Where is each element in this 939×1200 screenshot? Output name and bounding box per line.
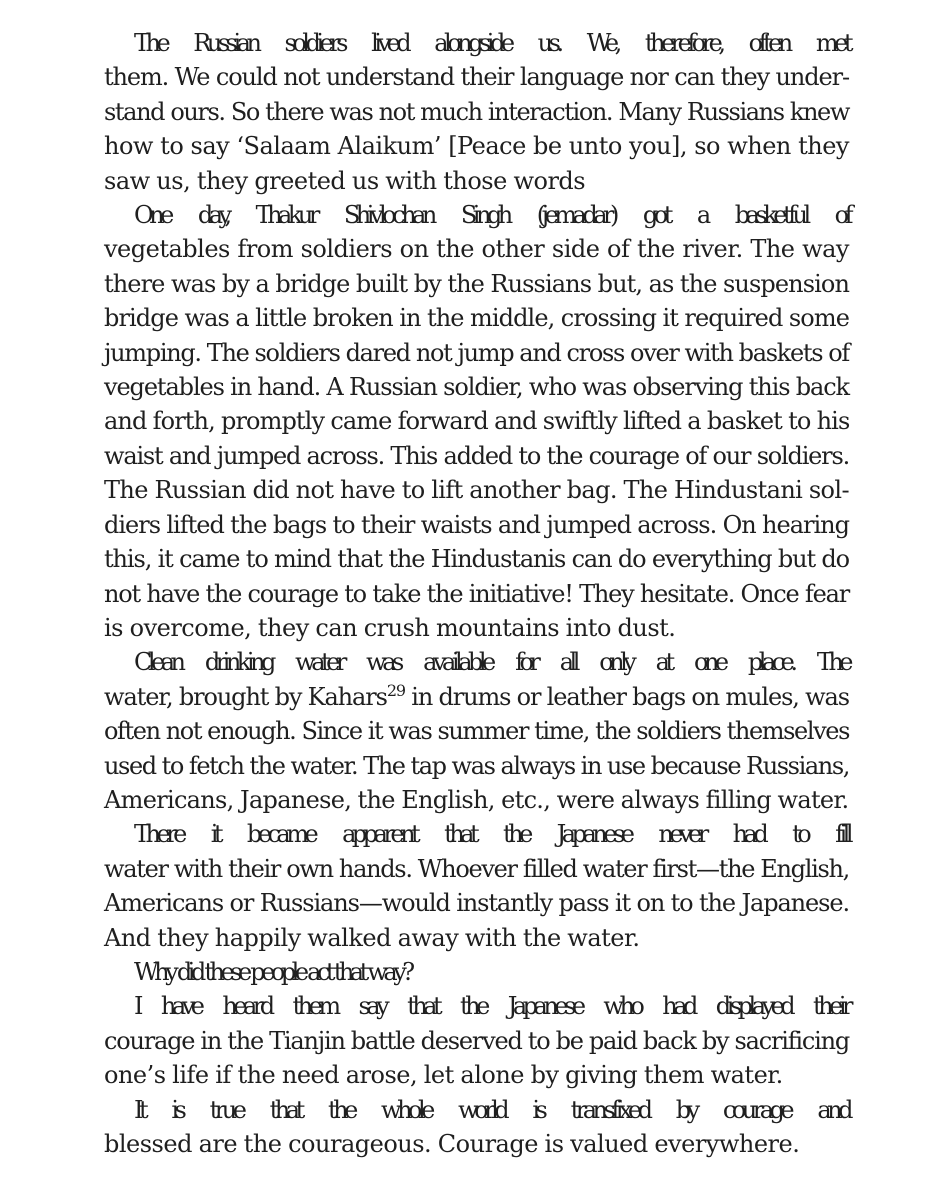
book-page bbox=[74, 26, 849, 1161]
text-line: There it became apparent that the Japanese never had to fill bbox=[134, 820, 849, 849]
text-line: this, it came to mind that the Hindustanis can do everything but do bbox=[104, 545, 849, 574]
text-fragment: in drums or leather bags on mules, was bbox=[411, 682, 849, 711]
text-line: often not enough. Since it was summer time, the soldiers themselves bbox=[104, 717, 849, 746]
text-line: And they happily walked away with the water. bbox=[104, 923, 640, 952]
text-line: One day, Thakur Shivlochan Singh (jemadar) got a basketful of bbox=[134, 201, 849, 230]
text-line: is overcome, they can crush mountains into dust. bbox=[104, 613, 676, 642]
paragraph-russian-soldiers bbox=[74, 26, 849, 198]
text-line: Americans or Russians—would instantly pass it on to the Japanese. bbox=[104, 889, 849, 918]
paragraph-japanese-water bbox=[74, 817, 849, 955]
text-line: Why did these people act that way? bbox=[134, 957, 411, 986]
text-line: bridge was a little broken in the middle, crossing it required some bbox=[104, 304, 849, 333]
paragraph-drinking-water bbox=[74, 645, 849, 817]
text-line: stand ours. So there was not much interaction. Many Russians knew bbox=[104, 97, 849, 126]
text-line: how to say ‘Salaam Alaikum’ [Peace be unto you], so when they bbox=[104, 132, 849, 161]
text-line: there was by a bridge built by the Russians but, as the suspension bbox=[104, 269, 849, 298]
text-line: The Russian did not have to lift another bag. The Hindustani sol- bbox=[104, 476, 849, 505]
text-line: vegetables in hand. A Russian soldier, who was observing this back bbox=[104, 373, 849, 402]
paragraph-question bbox=[74, 955, 849, 989]
text-line: Americans, Japanese, the English, etc., were always filling water. bbox=[104, 785, 849, 814]
text-fragment: water, brought by Kahars bbox=[104, 682, 387, 711]
text-line: I have heard them say that the Japanese who had displayed their bbox=[134, 992, 849, 1021]
text-line: water with their own hands. Whoever filled water first—the English, bbox=[104, 854, 849, 883]
text-line: blessed are the courageous. Courage is valued everywhere. bbox=[104, 1130, 800, 1158]
paragraph-tianjin-battle bbox=[74, 989, 849, 1092]
paragraph-courage bbox=[74, 1093, 849, 1162]
text-line: waist and jumped across. This added to the courage of our soldiers. bbox=[104, 441, 849, 470]
text-line: used to fetch the water. The tap was always in use because Russians, bbox=[104, 751, 849, 780]
paragraph-vegetable-basket bbox=[74, 198, 849, 645]
text-line: It is true that the whole world is transfixed by courage and bbox=[134, 1095, 849, 1124]
text-line: not have the courage to take the initiative! They hesitate. Once fear bbox=[104, 579, 849, 608]
text-line: and forth, promptly came forward and swiftly lifted a basket to his bbox=[104, 407, 850, 436]
text-line: them. We could not understand their language nor can they under- bbox=[104, 63, 849, 92]
text-line: Clean drinking water was available for all only at one place. The bbox=[134, 648, 849, 677]
text-line: saw us, they greeted us with those words bbox=[104, 166, 586, 195]
text-line: jumping. The soldiers dared not jump and cross over with baskets of bbox=[104, 338, 849, 367]
text-line: diers lifted the bags to their waists and jumped across. On hearing bbox=[104, 510, 849, 539]
text-line: courage in the Tianjin battle deserved to be paid back by sacrificing bbox=[104, 1026, 849, 1055]
text-line: The Russian soldiers lived alongside us. We, therefore, often met bbox=[134, 29, 849, 57]
text-line-with-footnote bbox=[74, 680, 849, 714]
footnote-reference[interactable]: 29 bbox=[386, 680, 405, 700]
text-line: vegetables from soldiers on the other side of the river. The way bbox=[104, 235, 849, 264]
text-line: one’s life if the need arose, let alone by giving them water. bbox=[104, 1061, 783, 1090]
